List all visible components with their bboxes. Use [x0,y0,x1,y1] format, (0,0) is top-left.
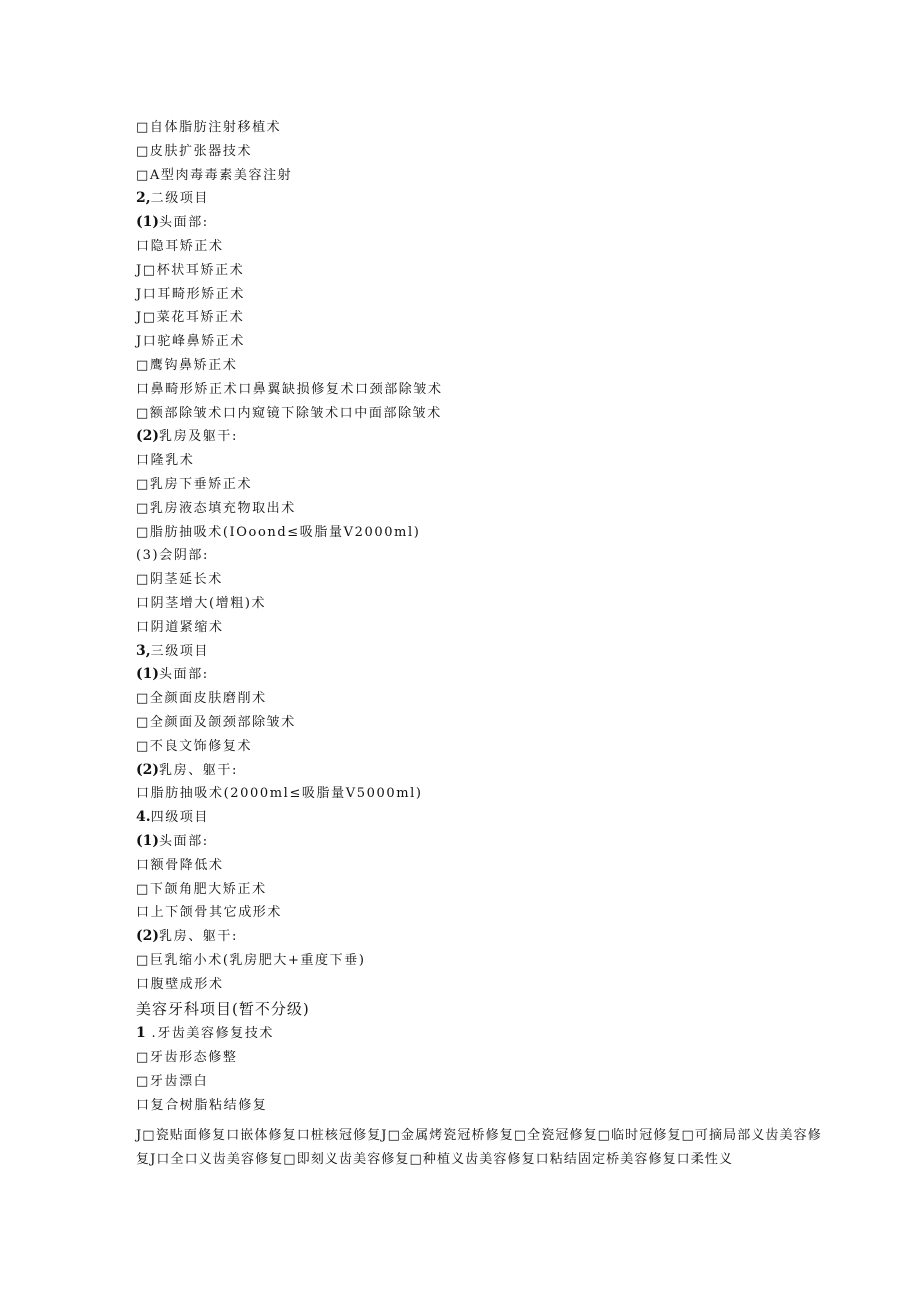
paragraph-dental-restorations: J□瓷贴面修复口嵌体修复口桩核冠修复J□金属烤瓷冠桥修复□全瓷冠修复□临时冠修复□可摘局部义齿美容修复J口全口义齿美容修复□即刻义齿美容修复□种植义齿美容修复口粘结固定桥美容修复口柔性义 [136,1127,822,1167]
line-text: 四级项目 [150,810,210,826]
document-line [136,235,836,259]
document-line [136,1022,836,1046]
document-line [136,283,836,307]
line-text: 头面部: [159,667,209,683]
document-line [136,759,836,783]
line-number: (1) [136,214,159,231]
line-text: 乳房及躯干: [159,429,238,445]
line-number: (2) [136,928,159,945]
line-number: 1 [136,1025,146,1042]
line-text: 口隐耳矫正术 [136,238,224,254]
document-lines [136,116,836,1118]
document-line [136,402,836,426]
line-text: □A型肉毒毒素美容注射 [136,167,293,183]
document-line [136,735,836,759]
line-text: J□杯状耳矫正术 [136,262,245,278]
line-text: 口脂肪抽吸术(2000ml≤吸脂量V5000ml) [136,786,423,802]
line-text: □牙齿漂白 [136,1074,209,1090]
line-text: 头面部: [159,833,209,849]
document-line [136,425,836,449]
line-number: 4. [136,809,151,826]
document-line [136,830,836,854]
line-text: 口腹壁成形术 [136,976,224,992]
document-line [136,806,836,830]
line-text: □脂肪抽吸术(IOoond≤吸脂量V2000ml) [136,524,421,540]
line-text: 头面部: [159,215,209,231]
line-text: 三级项目 [150,643,210,659]
line-text: □乳房下垂矫正术 [136,476,253,492]
line-text: J口耳畸形矫正术 [136,286,246,302]
document-line [136,949,836,973]
document-line [136,521,836,545]
document-line [136,687,836,711]
document-line [136,354,836,378]
line-text: □全颜面皮肤磨削术 [136,691,267,707]
line-text: (3)会阴部: [136,548,209,564]
document-page [136,116,836,1172]
document-line [136,116,836,140]
line-number: (1) [136,666,159,683]
document-line [136,663,836,687]
document-line [136,211,836,235]
line-text: 乳房、躯干: [159,929,238,945]
line-text: □全颜面及颌颈部除皱术 [136,714,296,730]
document-line [136,592,836,616]
line-text: J口驼峰鼻矫正术 [136,334,246,350]
document-line [136,1094,836,1118]
document-line [136,996,836,1022]
line-text: □自体脂肪注射移植术 [136,120,282,135]
line-text: □额部除皱术口内窥镜下除皱术口中面部除皱术 [136,405,442,421]
document-line [136,449,836,473]
line-text: 二级项目 [150,191,210,207]
document-line [136,544,836,568]
line-text: 乳房、躯干: [159,762,238,778]
line-text: □鹰钩鼻矫正术 [136,357,238,373]
document-line [136,901,836,925]
line-text: □不良文饰修复术 [136,738,253,754]
document-line [136,473,836,497]
document-line [136,497,836,521]
line-text: .牙齿美容修复技术 [145,1026,275,1042]
line-number: (1) [136,832,159,849]
line-text: J□菜花耳矫正术 [136,310,245,326]
document-line [136,854,836,878]
line-number: 2, [136,190,151,207]
line-text: □巨乳缩小术(乳房肥大+重度下垂) [136,952,366,968]
line-text: □阴茎延长术 [136,572,223,588]
document-line [136,164,836,188]
document-line [136,925,836,949]
document-line [136,1070,836,1094]
line-text: □皮肤扩张器技术 [136,143,253,159]
document-line [136,640,836,664]
document-line [136,1046,836,1070]
line-text: 口阴茎增大(增粗)术 [136,595,267,611]
document-line [136,378,836,402]
line-text: 口额骨降低术 [136,857,224,873]
line-number: (2) [136,761,159,778]
document-line [136,568,836,592]
line-text: □牙齿形态修整 [136,1050,238,1066]
line-text: 口阴道紧缩术 [136,619,224,635]
line-text: 口上下颌骨其它成形术 [136,905,283,921]
document-line [136,306,836,330]
document-line [136,878,836,902]
document-line [136,330,836,354]
line-text: 口鼻畸形矫正术口鼻翼缺损修复术口颈部除皱术 [136,381,443,397]
line-text: 口复合树脂粘结修复 [136,1097,268,1113]
document-line [136,782,836,806]
line-number: (2) [136,428,159,445]
document-line [136,259,836,283]
document-line [136,616,836,640]
document-line [136,140,836,164]
line-text: 美容牙科项目(暂不分级) [136,1000,310,1019]
line-text: 口隆乳术 [136,453,195,469]
document-line [136,187,836,211]
line-text: □乳房液态填充物取出术 [136,500,296,516]
document-line [136,711,836,735]
line-number: 3, [136,642,151,659]
line-text: □下颌角肥大矫正术 [136,881,267,897]
document-line [136,973,836,997]
